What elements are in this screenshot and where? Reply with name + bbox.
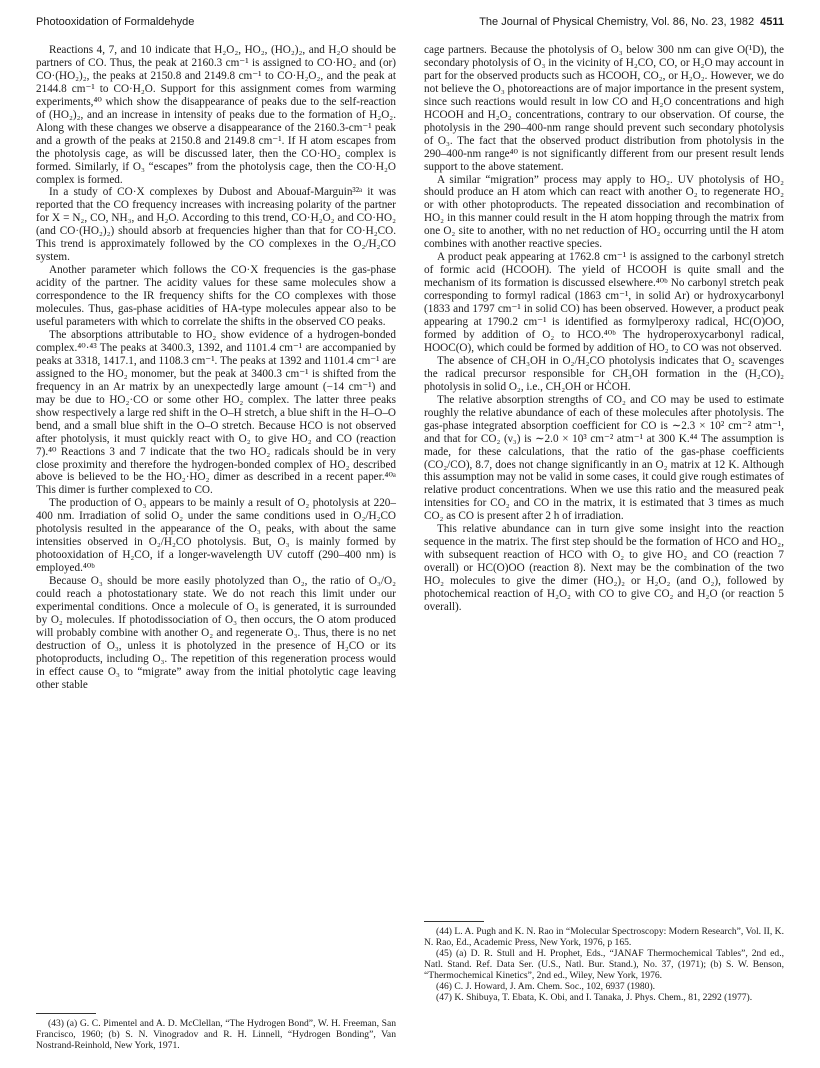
- paragraph: This relative abundance can in turn give some insight into the reaction sequence in the matrix. The first step should be the formation of HCO and HO₂, with subsequent reaction of HCO with O₂ to give HO₂ and CO (reaction 7 overall) or HC(O)OO (reaction 8). Next may be the combination of the two HO₂ molecules to give the dimer (HO₂)₂ or H₂O₂ (and O₂), followed by photochemical reaction of H₂O₂ with CO to give CO₂ and H₂O (or reaction 5 overall).: [424, 523, 784, 613]
- paragraph: cage partners. Because the photolysis of O₃ below 300 nm can give O(¹D), the secondary photolysis of O₃ in the vicinity of H₂CO, CO, or H₂O may account in part for the observed products such as HCOOH, CO₂, or H₂O₂. However, we do not believe the O₃ photoreactions are of major importance in the present system, since such reactions would result in low CO and H₂O concentrations and high HCOOH and H₂O₂ concentrations, contrary to our observation. Of course, the photolysis in the 290–400-nm range should prevent such secondary photolysis of O₃. The fact that the observed product distribution from photolysis in the 290–400-nm range⁴⁰ is not significantly different from our present result lends support to the above statement.: [424, 44, 784, 173]
- paragraph: The absorptions attributable to HO₂ show evidence of a hydrogen-bonded complex.⁴⁰·⁴³ The peaks at 3400.3, 1392, and 1101.4 cm⁻¹ are accompanied by peaks at 3318, 1417.1, and 1108.3 cm⁻¹. The peaks at 1392 and 1101.4 cm⁻¹ are assigned to the HO₂ monomer, but the peak at 3400.3 cm⁻¹ is shifted from the frequency in an Ar matrix by an unexpectedly large amount (−14 cm⁻¹) and may be due to HO₂·CO or some other HO₂ complex. The latter three peaks show respectively a large red shift in the O–H stretch, a blue shift in the H–O–O bend, and a small blue shift in the O–O stretch. Because HCO is not observed after photolysis, it must quickly react with O₂ to give HO₂ and CO (reaction 7).⁴⁰ Reactions 3 and 7 indicate that the two HO₂ radicals should be in very close proximity and therefore the hydrogen-bonded complex of HO₂ described above is believed to be the HO₂·HO₂ dimer as described in a recent paper.⁴⁰ᵃ This dimer is further complexed to CO.: [36, 328, 396, 497]
- paragraph: Reactions 4, 7, and 10 indicate that H₂O₂, HO₂, (HO₂)₂, and H₂O should be partners of CO. Thus, the peak at 2160.3 cm⁻¹ is assigned to CO·HO₂ and (or) CO·(HO₂)₂, the peaks at 2150.8 and 2149.8 cm⁻¹ to CO·H₂O₂, and the peak at 2144.8 cm⁻¹ to CO·H₂O. Support for this assignment comes from warming experiments,⁴⁰ which show the disappearance of peaks due to the self-reaction of (HO₂)₂, and an increase in intensity of peaks due to the formation of H₂O₂. Along with these changes we observe a disappearance of the 2160.3-cm⁻¹ peak and a growth of the peaks at 2150.8 and 2149.8 cm⁻¹. If H atom escapes from the photolysis cage, as will be discussed later, then the CO·HO₂ complex is formed. Similarly, if O₃ “escapes” from the photolysis cage, then the CO·H₂O complex is formed.: [36, 44, 396, 186]
- footnote: (46) C. J. Howard, J. Am. Chem. Soc., 102, 6937 (1980).: [436, 981, 656, 992]
- page-number: 4511: [760, 16, 784, 28]
- paragraph: A product peak appearing at 1762.8 cm⁻¹ is assigned to the carbonyl stretch of formic acid (HCOOH). The yield of HCOOH is quite small and the mechanism of its formation is discussed elsewhere.⁴⁰ᵇ No carbonyl stretch peak corresponding to formyl radical (1863 cm⁻¹, in solid Ar) or hydroxycarbonyl (1833 and 1797 cm⁻¹ in solid CO) has been observed. However, a product peak appearing at 1790.2 cm⁻¹ is identified as formylperoxy radical, HC(O)OO, formed by addition of O₂ to HCO.⁴⁰ᵇ The hydroperoxycarbonyl radical, HOOC(O), which could be formed by addition of HO₂ to CO was not observed.: [424, 251, 784, 354]
- right-footnotes: [424, 926, 784, 1003]
- paragraph: The absence of CH₃OH in O₂/H₂CO photolysis indicates that O₂ scavenges the radical precursor responsible for CH₃OH formation in the (H₂CO)₂ photolysis in solid O₂, i.e., CH₂OH or HĊOH.: [424, 354, 784, 393]
- paragraph: The production of O₃ appears to be mainly a result of O₂ photolysis at 220–400 nm. Irradiation of solid O₂ under the same conditions used in O₂/H₂CO photolysis resulted in the appearance of the O₃ peaks, with about the same intensities observed in O₂/H₂CO photolysis. But, O₃ is mainly formed by photooxidation of H₂CO, if a longer-wavelength UV cutoff (290–400 nm) is employed.⁴⁰ᵇ: [36, 497, 396, 575]
- journal-citation: [479, 16, 784, 28]
- left-column: [36, 44, 396, 692]
- footnote: (43) (a) G. C. Pimentel and A. D. McClellan, “The Hydrogen Bond”, W. H. Freeman, San Francisco, 1960; (b) S. N. Vinogradov and R. H. Linnell, “Hydrogen Bonding”, Van Nostrand-Reinhold, New York, 1971.: [36, 1018, 396, 1051]
- footnote: (44) L. A. Pugh and K. N. Rao in “Molecular Spectroscopy: Modern Research”, Vol. II, K. N. Rao, Ed., Academic Press, New York, 1976, p 165.: [424, 926, 784, 948]
- paragraph: In a study of CO·X complexes by Dubost and Abouaf-Marguin³²ᵃ it was reported that the CO frequency increases with increasing polarity of the partner for X = N₂, CO, NH₃, and H₂O. According to this trend, CO·H₂O₂ and CO·HO₂ (and CO·(HO₂)₂) should absorb at frequencies higher than that for CO·H₂CO. This trend is approximately followed by the CO complexes in the O₂/H₂CO system.: [36, 186, 396, 264]
- paragraph: Another parameter which follows the CO·X frequencies is the gas-phase acidity of the partner. The acidity values for these same molecules show a correspondence to the IR frequency shifts for the CO complexes with those molecules. Thus, gas-phase acidities of HA-type molecules appear also to be useful parameters with which to correlate the shifts in the observed CO peaks.: [36, 264, 396, 329]
- footnote: (45) (a) D. R. Stull and H. Prophet, Eds., “JANAF Thermochemical Tables”, 2nd ed., Natl. Stand. Ref. Data Ser. (U.S., Natl. Bur. Stand.), No. 37, (1971); (b) S. W. Benson, “Thermochemical Kinetics”, 2nd ed., Wiley, New York, 1976.: [424, 948, 784, 981]
- footnote-rule: [36, 1013, 96, 1014]
- right-column: [424, 44, 784, 614]
- footnote-rule: [424, 921, 484, 922]
- left-footnotes: [36, 1018, 396, 1051]
- footnote: (47) K. Shibuya, T. Ebata, K. Obi, and I. Tanaka, J. Phys. Chem., 81, 2292 (1977).: [436, 992, 753, 1003]
- paragraph: The relative absorption strengths of CO₂ and CO may be used to estimate roughly the relative abundance of each of these molecules after photolysis. The gas-phase integrated absorption coefficient for CO is ∼2.3 × 10² cm⁻² atm⁻¹, and that for CO₂ (ν₃) is ∼2.0 × 10³ cm⁻² atm⁻¹ at 300 K.⁴⁴ The assumption is made, for these calculations, that the ratio of the gas-phase coefficients (CO₂/CO), 8.7, does not change significantly in an O₂ matrix at 12 K. Although this assumption may not be valid in some cases, it could give rough estimates of relative product concentrations. When we use this ratio and the measured peak intensities for CO₂ and CO in the matrix, it is estimated that 3 times as much CO₂ as CO is present after 2 h of irradiation.: [424, 393, 784, 523]
- journal-name: The Journal of Physical Chemistry, Vol. 86, No. 23, 1982: [479, 16, 755, 28]
- running-title: Photooxidation of Formaldehyde: [36, 16, 195, 28]
- paragraph: A similar “migration” process may apply to HO₂. UV photolysis of HO₂ should produce an H atom which can react with another O₂ to regenerate HO₂ or with other photoproducts. The repeated dissociation and recombination of HO₂ in this manner could result in the H atom hopping through the matrix from one O₂ site to another, with no net reduction of HO₂ occurring until the H atom combines with another reactive species.: [424, 173, 784, 251]
- running-header: [36, 16, 784, 32]
- paragraph: Because O₃ should be more easily photolyzed than O₂, the ratio of O₃/O₂ could reach a photostationary state. We do not reach this limit under our experimental conditions. Once a molecule of O₃ is generated, it is surrounded by O₂ molecules. If photodissociation of O₃ then occurs, the O atom produced will probably combine with another O₂ and regenerate O₃. Thus, there is no net destruction of O₃, unless it is photolyzed in the presence of H₂CO or its photoproducts, including O₃. The repetition of this regeneration process would in effect cause O₃ to “migrate” away from the initial photolytic cage leaving other stable: [36, 575, 396, 691]
